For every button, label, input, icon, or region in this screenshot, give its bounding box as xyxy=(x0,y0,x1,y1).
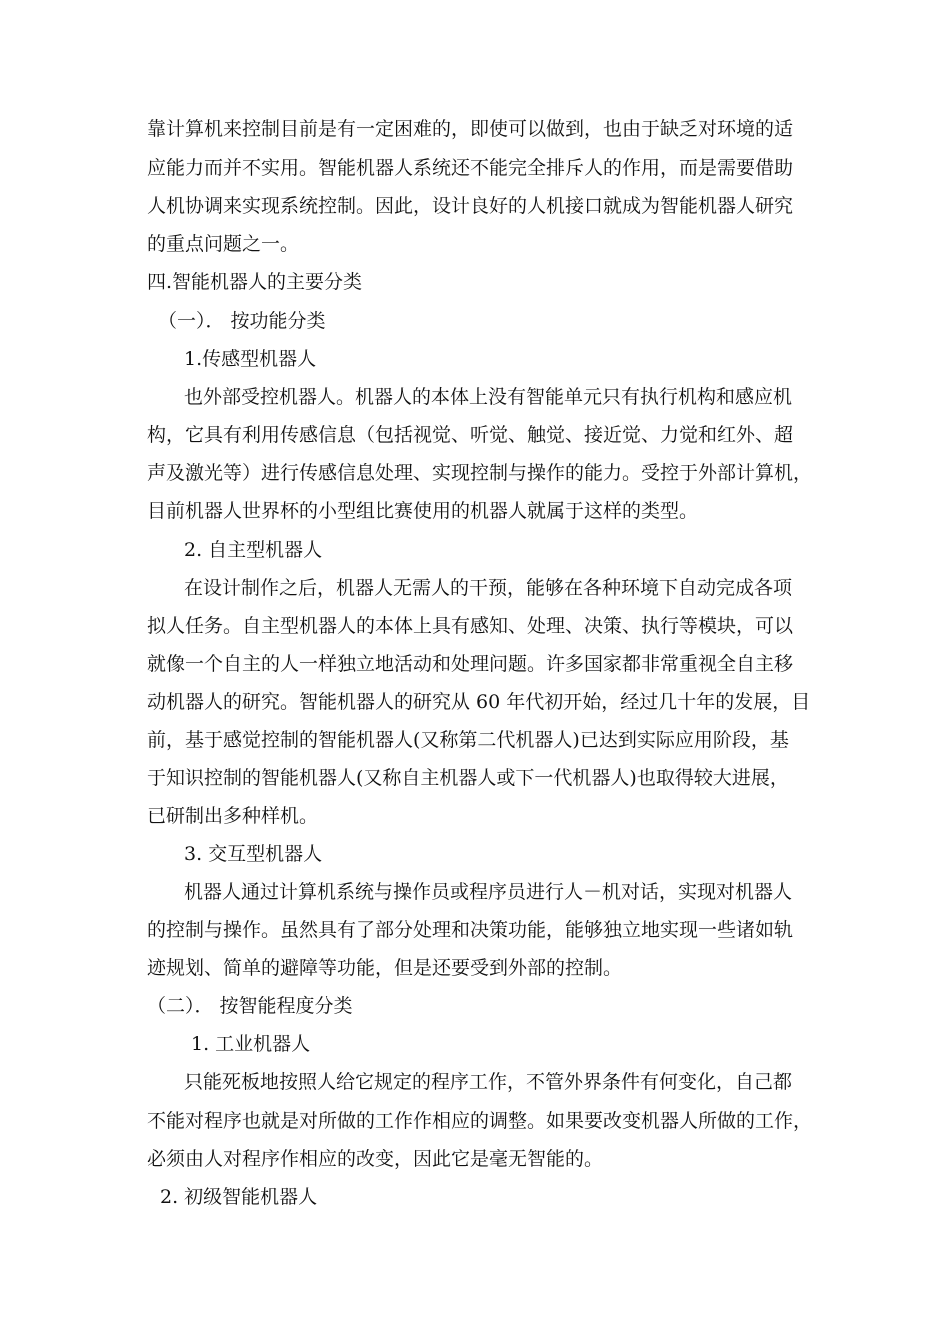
paragraph-line: 不能对程序也就是对所做的工作作相应的调整。如果要改变机器人所做的工作， xyxy=(147,1110,813,1132)
paragraph-line: 目前机器人世界杯的小型组比赛使用的机器人就属于这样的类型。 xyxy=(147,500,699,522)
paragraph-line: 也外部受控机器人。机器人的本体上没有智能单元只有执行机构和感应机 xyxy=(184,386,793,408)
paragraph-line: 就像一个自主的人一样独立地活动和处理问题。许多国家都非常重视全自主移 xyxy=(147,653,794,675)
paragraph-line: 的重点问题之一。 xyxy=(147,233,300,255)
item-title: 1.传感型机器人 xyxy=(184,348,317,370)
paragraph-line: 声及激光等）进行传感信息处理、实现控制与操作的能力。受控于外部计算机， xyxy=(147,462,813,484)
subsection-title: （二）． 按智能程度分类 xyxy=(147,995,353,1017)
section-title: 四.智能机器人的主要分类 xyxy=(147,271,363,293)
paragraph-line: 必须由人对程序作相应的改变，因此它是毫无智能的。 xyxy=(147,1148,604,1170)
paragraph-line: 迹规划、简单的避障等功能，但是还要受到外部的控制。 xyxy=(147,957,623,979)
paragraph-line: 的控制与操作。虽然具有了部分处理和决策功能，能够独立地实现一些诸如轨 xyxy=(147,919,794,941)
subsection-title: （一）． 按功能分类 xyxy=(158,310,326,332)
paragraph-line: 人机协调来实现系统控制。因此，设计良好的人机接口就成为智能机器人研究 xyxy=(147,195,794,217)
paragraph-line: 应能力而并不实用。智能机器人系统还不能完全排斥人的作用，而是需要借助 xyxy=(147,157,794,179)
item-title: 2. 初级智能机器人 xyxy=(160,1186,318,1208)
paragraph-line: 动机器人的研究。智能机器人的研究从 60 年代初开始，经过几十年的发展，目 xyxy=(147,691,811,713)
paragraph-line: 于知识控制的智能机器人(又称自主机器人或下一代机器人)也取得较大进展， xyxy=(147,767,789,789)
paragraph-line: 只能死板地按照人给它规定的程序工作，不管外界条件有何变化，自己都 xyxy=(184,1071,793,1093)
paragraph-line: 机器人通过计算机系统与操作员或程序员进行人－机对话，实现对机器人 xyxy=(184,881,793,903)
paragraph-line: 前，基于感觉控制的智能机器人(又称第二代机器人)已达到实际应用阶段，基 xyxy=(147,729,789,751)
item-title: 1. 工业机器人 xyxy=(191,1033,311,1055)
paragraph-line: 已研制出多种样机。 xyxy=(147,805,319,827)
paragraph-line: 靠计算机来控制目前是有一定困难的，即使可以做到，也由于缺乏对环境的适 xyxy=(147,118,794,140)
paragraph-line: 在设计制作之后，机器人无需人的干预，能够在各种环境下自动完成各项 xyxy=(184,577,793,599)
paragraph-line: 拟人任务。自主型机器人的本体上具有感知、处理、决策、执行等模块，可以 xyxy=(147,615,794,637)
item-title: 3. 交互型机器人 xyxy=(184,843,323,865)
paragraph-line: 构，它具有利用传感信息（包括视觉、听觉、触觉、接近觉、力觉和红外、超 xyxy=(147,424,794,446)
item-title: 2. 自主型机器人 xyxy=(184,539,323,561)
